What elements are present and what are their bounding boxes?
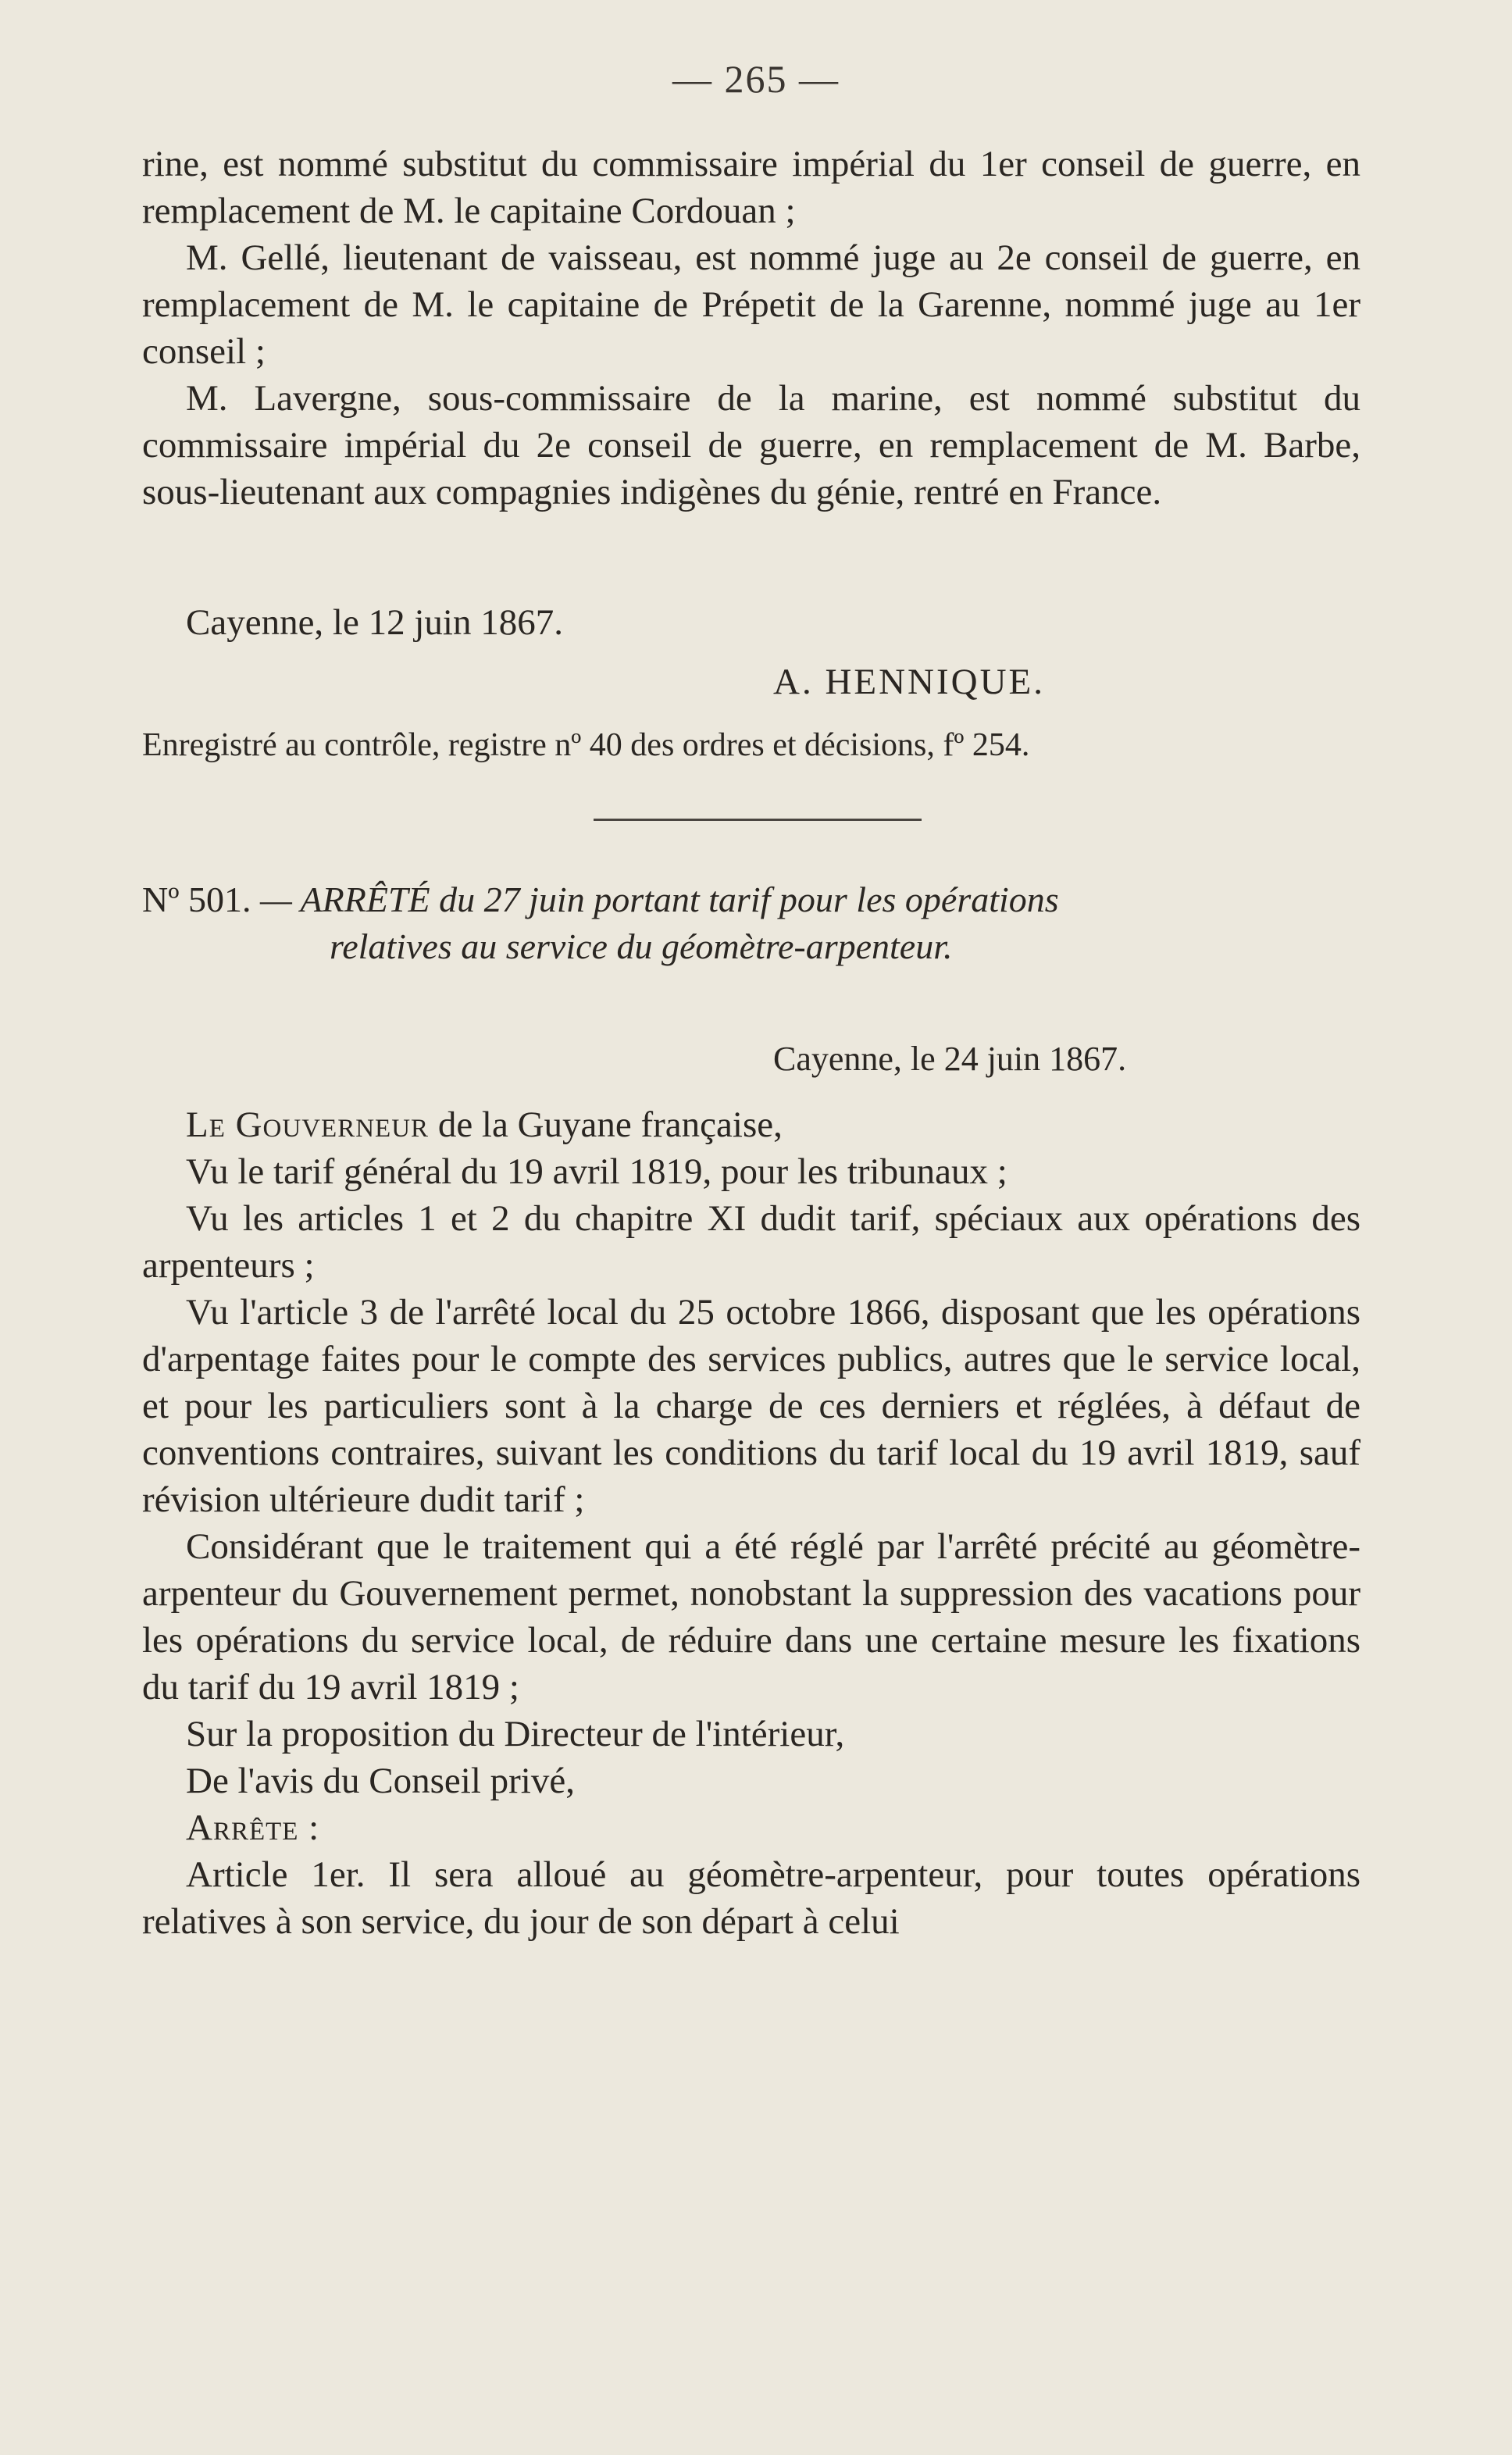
paragraph: Vu l'article 3 de l'arrêté local du 25 octobre 1866, disposant que les opérations d'arpentage faites pour le compte des services publics, autres que le service local, et pour les particuliers sont à la charge de ces derniers et réglées, à défaut de conventions contraires, suivant les conditions du tarif local du 19 avril 1819, sauf révision ultérieure dudit tarif ; bbox=[142, 1292, 1360, 1520]
page-number: — 265 — bbox=[672, 57, 840, 101]
governor-line bbox=[142, 1101, 1360, 1148]
governor-rest: de la Guyane française, bbox=[429, 1104, 783, 1145]
paragraph: M. Lavergne, sous-commissaire de la marine, est nommé substitut du commissaire impérial du 2e conseil de guerre, en remplacement de M. Barbe, sous-lieutenant aux compagnies indigènes du génie, rentré en France. bbox=[142, 378, 1360, 512]
article-1: Article 1er. Il sera alloué au géomètre-arpenteur, pour toutes opérations relatives à son service, du jour de son départ à celui bbox=[142, 1854, 1360, 1942]
decree-body bbox=[142, 1101, 1360, 1945]
arrete-label: Arrête : bbox=[186, 1807, 320, 1848]
decree-heading bbox=[142, 876, 1392, 970]
paragraph: M. Gellé, lieutenant de vaisseau, est nommé juge au 2e conseil de guerre, en remplacement de M. le capitaine de Prépetit de la Garenne, nommé juge au 1er conseil ; bbox=[142, 237, 1360, 372]
governor-title: Le Gouverneur bbox=[186, 1104, 430, 1145]
registration-note: Enregistré au contrôle, registre nº 40 des ordres et décisions, fº 254. bbox=[142, 727, 1030, 763]
paragraph: Considérant que le traitement qui a été réglé par l'arrêté précité au géomètre-arpenteur du Gouvernement permet, nonobstant la suppression des vacations pour les opérations du service local, de réduire dans une certaine mesure les fixations du tarif du 19 avril 1819 ; bbox=[142, 1526, 1360, 1707]
paragraph: rine, est nommé substitut du commissaire impérial du 1er conseil de guerre, en remplacement de M. le capitaine Cordouan ; bbox=[142, 144, 1360, 231]
decree-title-continued: relatives au service du géomètre-arpenteur. bbox=[330, 926, 953, 966]
paragraph: Vu les articles 1 et 2 du chapitre XI dudit tarif, spéciaux aux opérations des arpenteurs ; bbox=[142, 1198, 1360, 1286]
paragraph: De l'avis du Conseil privé, bbox=[186, 1761, 575, 1801]
paragraph: Sur la proposition du Directeur de l'intérieur, bbox=[186, 1714, 845, 1754]
paragraph: Vu le tarif général du 19 avril 1819, pour les tribunaux ; bbox=[186, 1151, 1007, 1192]
signature: A. HENNIQUE. bbox=[773, 662, 1045, 702]
intro-text bbox=[142, 141, 1360, 516]
decree-number: Nº 501. bbox=[142, 880, 251, 919]
decree-title: — ARRÊTÉ du 27 juin portant tarif pour les opérations bbox=[259, 880, 1059, 919]
divider bbox=[594, 819, 922, 821]
decree-date: Cayenne, le 24 juin 1867. bbox=[773, 1040, 1127, 1078]
closing-date: Cayenne, le 12 juin 1867. bbox=[186, 602, 563, 643]
